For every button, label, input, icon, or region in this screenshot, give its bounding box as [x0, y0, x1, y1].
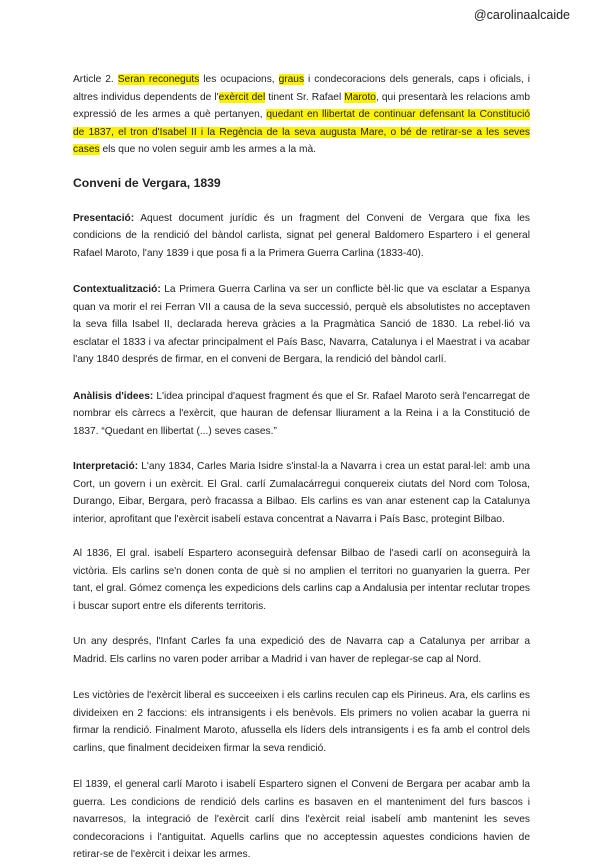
- article-text: , qui presentarà les relacions amb expressió de les armes a què pertanyen,: [73, 91, 530, 120]
- article-text: Article 2.: [73, 74, 118, 85]
- highlighted-text: exèrcit del: [218, 91, 266, 103]
- article-2-paragraph: [73, 71, 530, 159]
- paragraph-expedicio: Un any després, l'Infant Carles fa una expedició des de Navarra cap a Catalunya per arribar a Madrid. Els carlins no varen poder arribar a Madrid i van haver de replegar-se cap al Nord.: [73, 636, 530, 665]
- highlighted-text: graus: [278, 74, 305, 85]
- contextualitzacio-label: Contextualització:: [73, 284, 161, 295]
- highlighted-text: Maroto: [344, 91, 376, 103]
- analisi-paragraph: [73, 388, 530, 441]
- analisi-text: L'idea principal d'aquest fragment és que el Sr. Rafael Maroto serà l'encarregat de nombrar els càrrecs a l'exèrcit, que hauran de defensar lliurament a la Reina i a la Constitució de 1837. “Quedant en llibertat (...) seves cases.”: [73, 390, 530, 437]
- article-text: les ocupacions,: [199, 74, 279, 85]
- article-text: i condecoracions dels generals, caps i oficials, i altres individus dependents de l': [73, 74, 530, 103]
- document-body: [73, 71, 530, 864]
- paragraph-1836: Al 1836, El gral. isabelí Espartero aconseguirà defensar Bilbao de l'asedi carlí on aconseguirà la victòria. Els carlins se'n donen conta de què si no amplien el territori no guanyarien la guerra. Per tant, el gral. Gómez comença les expedicions dels carlins cap a Andalusia per intentar reclutar tropes i buscar suport entre els diferents territoris.: [73, 548, 530, 612]
- article-text: tinent Sr. Rafael: [265, 91, 345, 103]
- analisi-label: Anàlisis d'idees:: [73, 390, 154, 402]
- presentacio-paragraph: [73, 210, 530, 263]
- author-handle: @carolinaalcaide: [473, 8, 570, 22]
- section-title: Conveni de Vergara, 1839: [73, 175, 221, 190]
- highlighted-text: Seran reconeguts: [117, 74, 200, 85]
- paragraph-1839: El 1839, el general carlí Maroto i isabelí Espartero signen el Conveni de Bergara per acabar amb la guerra. Les condicions de rendició dels carlins es basaven en el manteniment del furs bascos i navarresos, la integració de l'exèrcit carlí dins l'exèrcit reial isabelí amb mantenint les seves condecoracions i l'antiguitat. Aquells carlins que no acceptessin aquestes condicions havien de retirar-se de l'exèrcit i deixar les armes.: [73, 779, 530, 860]
- interpretacio-label: Interpretació:: [73, 461, 139, 472]
- interpretacio-text: L'any 1834, Carles Maria Isidre s'instal·la a Navarra i crea un estat paral·lel: amb una Cort, un govern i un exèrcit. El Gral. carlí Zumalacárregui conquereix ciutats del Nord com Tolosa, Durango, Eibar, Bergara, però fracassa a Bilbao. Els carlins es van anar estenent cap la Catalunya interior, aprofitant que l'exèrcit isabelí estava concentrat a Navarra i País Basc, protegint Bilbao.: [73, 461, 530, 525]
- paragraph-victories: Les victòries de l'exèrcit liberal es succeeixen i els carlins reculen cap els Pirineus. Ara, els carlins es divideixen en 2 faccions: els intransigents i els benèvols. Els primers no volien acabar la guerra ni firmar la rendició. Finalment Maroto, afussella els líders dels intransigents i es fa amb el control dels carlins, que finalment decideixen firmar la seva rendició.: [73, 690, 530, 754]
- highlighted-text: quedant en llibertat de continuar defensant la Constitució de 1837, el tron d'Isabel II i la Regència de la seva augusta Mare, o bé de retirar-se a les seves cases: [73, 109, 530, 155]
- contextualitzacio-paragraph: [73, 281, 530, 369]
- contextualitzacio-text: La Primera Guerra Carlina va ser un conflicte bèl·lic que va esclatar a Espanya quan va morir el rei Ferran VII a causa de la seva successió, perquè els absolutistes no acceptaven la seva filla Isabel II, declarada hereva gràcies a la Pragmàtica Sanció de 1830. La rebel·lió va esclatar el 1833 i va afectar principalment el País Basc, Navarra, Catalunya i el Maestrat i va acabar l'any 1840 després de firmar, en el conveni de Bergara, la rendició del bàndol carlí.: [73, 284, 530, 365]
- presentacio-text: Aquest document jurídic és un fragment del Conveni de Vergara que fixa les condicions de la rendició del bàndol carlista, signat pel general Baldomero Espartero i el general Rafael Maroto, l'any 1839 i que posa fi a la Primera Guerra Carlina (1833-40).: [73, 212, 530, 259]
- presentacio-label: Presentació:: [73, 212, 135, 224]
- article-text: els que no volen seguir amb les armes a la mà.: [99, 144, 316, 155]
- interpretacio-paragraph: [73, 458, 530, 528]
